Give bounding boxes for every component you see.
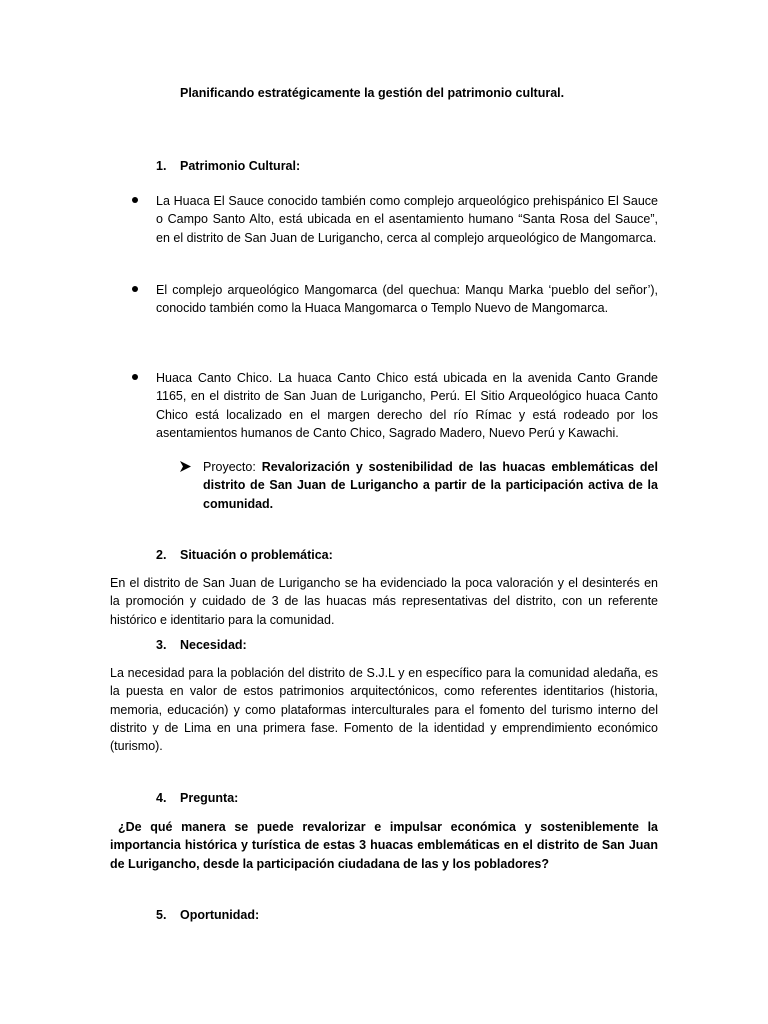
section-label: Situación o problemática:: [180, 548, 333, 562]
section-heading-situacion: [156, 548, 333, 562]
project-text: [203, 458, 658, 513]
bullet-text: La Huaca El Sauce conocido también como complejo arqueológico prehispánico El Sauce o Campo Santo Alto, está ubicada en el asentamiento humano “Santa Rosa del Sauce”, en el distrito de San Juan de Lurigancho, cerca al complejo arqueológico de Mangomarca.: [156, 194, 658, 245]
section-heading-pregunta: [156, 791, 238, 805]
section-heading-necesidad: [156, 638, 247, 652]
arrow-bullet-icon: [180, 461, 191, 472]
bullet-item-huaca-el-sauce: [132, 192, 658, 247]
project-name: Revalorización y sostenibilidad de las huacas emblemáticas del distrito de San Juan de Lurigancho a partir de la participación activa de la comunidad.: [203, 460, 658, 511]
bullet-text: El complejo arqueológico Mangomarca (del quechua: Manqu Marka ‘pueblo del señor’), conocido también como la Huaca Mangomarca o Templo Nuevo de Mangomarca.: [156, 283, 658, 316]
bullet-dot-icon: [132, 374, 138, 380]
section-number: 2.: [156, 548, 167, 562]
bullet-dot-icon: [132, 197, 138, 203]
section-label: Patrimonio Cultural:: [180, 159, 301, 173]
question-paragraph: ¿De qué manera se puede revalorizar e impulsar económica y sosteniblemente la importancia histórica y turística de estas 3 huacas emblemáticas en el distrito de San Juan de Lurigancho, desde la participación ciudadana de las y los pobladores?: [110, 820, 658, 871]
project-item: [180, 458, 658, 513]
bullet-text: Huaca Canto Chico. La huaca Canto Chico está ubicada en la avenida Canto Grande 1165, en el distrito de San Juan de Lurigancho, Perú. El Sitio Arqueológico huaca Canto Chico está localizado en el margen derecho del río Rímac y está rodeado por los asentamientos humanos de Canto Chico, Sagrado Madero, Nuevo Perú y Kawachi.: [156, 371, 658, 440]
document-title: Planificando estratégicamente la gestión del patrimonio cultural.: [180, 86, 565, 100]
need-paragraph: La necesidad para la población del distrito de S.J.L y en específico para la comunidad aledaña, es la puesta en valor de estos patrimonios arquitectónicos, como referentes identitarios (historia, memoria, educación) y como plataformas interculturales para el fomento del turismo interno del distrito y de Lima en una primera fase. Fomento de la identidad y emprendimiento económico (turismo).: [110, 666, 658, 754]
project-prefix: Proyecto:: [203, 460, 262, 474]
bullet-item-canto-chico: [132, 369, 658, 442]
section-label: Necesidad:: [180, 638, 247, 652]
bullet-dot-icon: [132, 286, 138, 292]
section-heading-patrimonio: [156, 159, 300, 173]
situation-paragraph: En el distrito de San Juan de Lurigancho se ha evidenciado la poca valoración y el desinterés en la promoción y cuidado de 3 de las huacas más representativas del distrito, con un referente histórico e identitario para la comunidad.: [110, 576, 658, 627]
bullet-item-mangomarca: [132, 281, 658, 318]
section-number: 3.: [156, 638, 167, 652]
section-number: 4.: [156, 791, 167, 805]
section-heading-oportunidad: [156, 908, 259, 922]
section-number: 1.: [156, 159, 167, 173]
section-label: Oportunidad:: [180, 908, 260, 922]
section-number: 5.: [156, 908, 167, 922]
section-label: Pregunta:: [180, 791, 239, 805]
